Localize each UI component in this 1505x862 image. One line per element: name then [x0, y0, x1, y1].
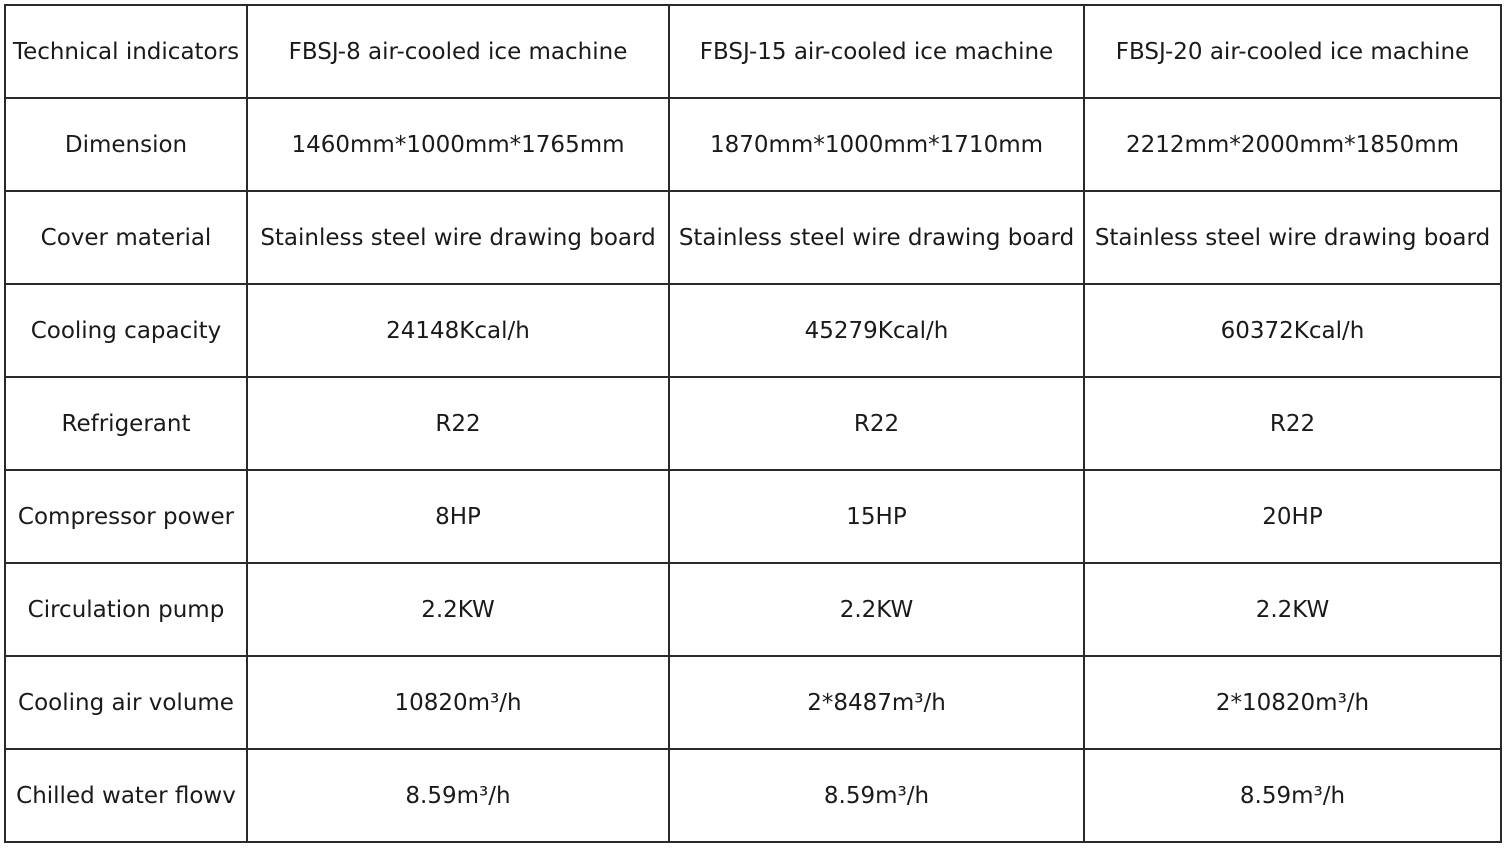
- row-label-dimension: Dimension: [5, 98, 247, 191]
- table-cell: R22: [247, 377, 669, 470]
- table-row: [5, 98, 1501, 191]
- row-label-chilled-water-flow: Chilled water flowv: [5, 749, 247, 842]
- table-cell: Stainless steel wire drawing board: [1084, 191, 1501, 284]
- table-cell: R22: [1084, 377, 1501, 470]
- table-cell: 24148Kcal/h: [247, 284, 669, 377]
- row-label-circulation-pump: Circulation pump: [5, 563, 247, 656]
- table-cell: 45279Kcal/h: [669, 284, 1084, 377]
- table-row: [5, 470, 1501, 563]
- row-label-cooling-capacity: Cooling capacity: [5, 284, 247, 377]
- table-row: [5, 284, 1501, 377]
- row-label-cover-material: Cover material: [5, 191, 247, 284]
- table-cell: 2*8487m³/h: [669, 656, 1084, 749]
- table-cell: 8.59m³/h: [247, 749, 669, 842]
- table-row: [5, 656, 1501, 749]
- table-cell: 8.59m³/h: [1084, 749, 1501, 842]
- table-header-row: [5, 5, 1501, 98]
- table-cell: 2212mm*2000mm*1850mm: [1084, 98, 1501, 191]
- table-cell: 2*10820m³/h: [1084, 656, 1501, 749]
- table-cell: 2.2KW: [669, 563, 1084, 656]
- header-cell-fbsj-15: FBSJ-15 air-cooled ice machine: [669, 5, 1084, 98]
- header-cell-indicators: Technical indicators: [5, 5, 247, 98]
- table-cell: 2.2KW: [247, 563, 669, 656]
- table-row: [5, 563, 1501, 656]
- table-row: [5, 191, 1501, 284]
- table-cell: 15HP: [669, 470, 1084, 563]
- table-cell: Stainless steel wire drawing board: [669, 191, 1084, 284]
- row-label-refrigerant: Refrigerant: [5, 377, 247, 470]
- table-cell: 2.2KW: [1084, 563, 1501, 656]
- table-cell: 1460mm*1000mm*1765mm: [247, 98, 669, 191]
- table-cell: 8.59m³/h: [669, 749, 1084, 842]
- row-label-compressor-power: Compressor power: [5, 470, 247, 563]
- table-cell: R22: [669, 377, 1084, 470]
- table-row: [5, 749, 1501, 842]
- table-cell: 8HP: [247, 470, 669, 563]
- table-cell: Stainless steel wire drawing board: [247, 191, 669, 284]
- spec-table: [4, 4, 1502, 843]
- header-cell-fbsj-20: FBSJ-20 air-cooled ice machine: [1084, 5, 1501, 98]
- table-cell: 10820m³/h: [247, 656, 669, 749]
- table-row: [5, 377, 1501, 470]
- table-cell: 20HP: [1084, 470, 1501, 563]
- header-cell-fbsj-8: FBSJ-8 air-cooled ice machine: [247, 5, 669, 98]
- table-cell: 1870mm*1000mm*1710mm: [669, 98, 1084, 191]
- table-cell: 60372Kcal/h: [1084, 284, 1501, 377]
- row-label-cooling-air-volume: Cooling air volume: [5, 656, 247, 749]
